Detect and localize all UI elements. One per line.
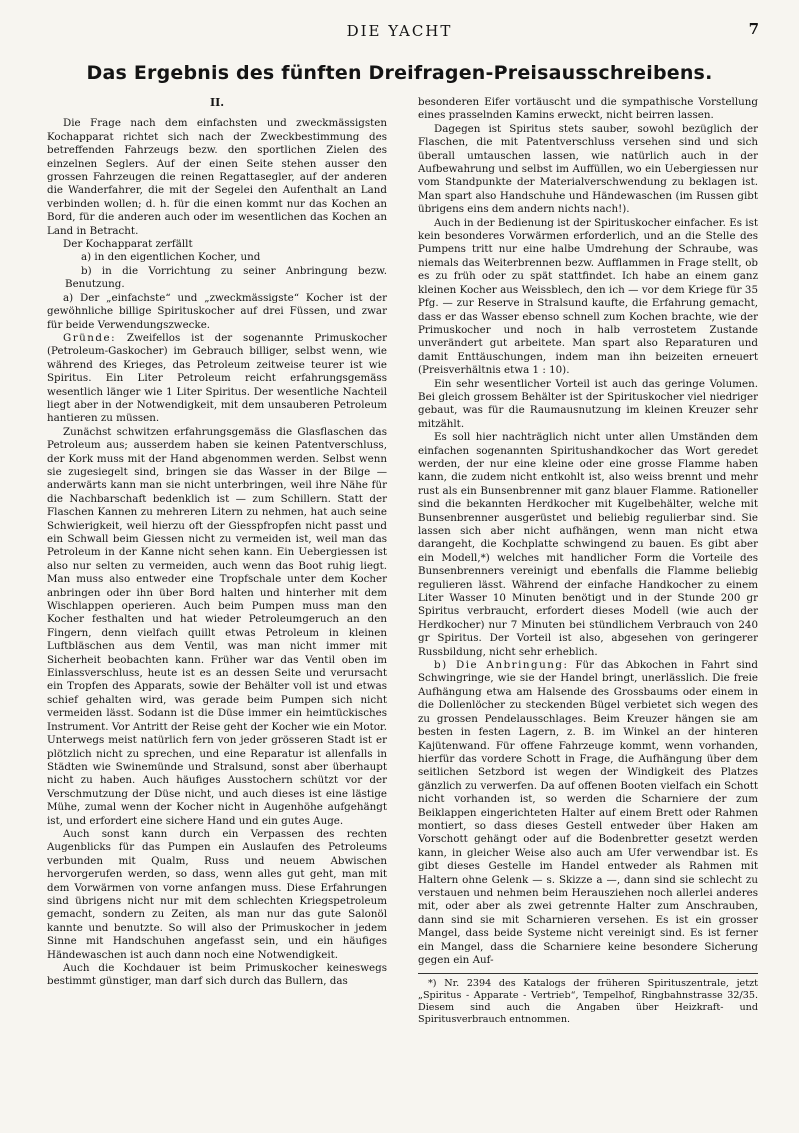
footnote [418, 973, 758, 1026]
paragraph: Dagegen ist Spiritus stets sauber, sowohl bezüglich der Flaschen, die mit Patentverschluss versehen sind und sich überall umtauschen lassen, wie natürlich auch in der Aufbewahrung und selbst im Auffüllen, wo ein Uebergiessen nur vom Standpunkte der Materialverschwendung zu beklagen ist. Man spart also Handschuhe und Händewaschen (im Russen gibt übrigens eins dem andern nichts nach!). [418, 122, 758, 216]
footnote-text: *) Nr. 2394 des Katalogs der früheren Spirituszentrale, jetzt „Spiritus - Apparate - Vertrieb“, Tempelhof, Ringbahnstrasse 32/35. Diesem sind auch die Angaben über Heizkraft- und Spiritusverbrauch entnommen. [418, 978, 758, 1026]
left-column [47, 96, 387, 1106]
paragraph: Ein sehr wesentlicher Vorteil ist auch das geringe Volumen. Bei gleich grossem Behälter ist der Spirituskocher viel niedriger gebaut, was für die Raumausnutzung im kleinen Kreuzer sehr mitzählt. [418, 377, 758, 430]
paragraph: Zunächst schwitzen erfahrungsgemäss die Glasflaschen das Petroleum aus; ausserdem haben sie keinen Patentverschluss, der Kork muss mit der Hand abgenommen werden. Selbst wenn sie zugesiegelt sind, bringen sie das Wasser in der Bilge — anderwärts kann man sie nicht unterbringen, weil ihre Nähe für die Nachbarschaft bedenklich ist — zum Schillern. Statt der Flaschen Kannen zu mehreren Litern zu nehmen, hat auch seine Schwierigkeit, weil hierzu oft der Giesspfropfen nicht passt und ein Schwall beim Giessen nicht zu vermeiden ist, weil man das Petroleum in der Kanne nicht sehen kann. Ein Uebergiessen ist also nur selten zu vermeiden, auch wenn das Boot ruhig liegt. Man muss also entweder eine Tropfschale unter dem Kocher anbringen oder ihn über Bord halten und hinterher mit dem Wischlappen operieren. Auch beim Pumpen muss man den Kocher festhalten und hat wieder Petroleumgeruch an den Fingern, denn vielfach quillt etwas Petroleum in kleinen Luftbläschen aus dem Ventil, was man nicht immer mit Sicherheit beobachten kann. Früher war das Ventil oben im Einlassverschluss, heute ist es an dessen Seite und verursacht ein Tropfen des Apparats, sowie der Behälter voll ist und etwas schief gehalten wird, was gerade beim Pumpen sich nicht vermeiden lässt. Sodann ist die Düse immer ein heimtückisches Instrument. Vor Antritt der Reise geht der Kocher wie ein Motor. Unterwegs meist natürlich fern von jeder grösseren Stadt ist er plötzlich nicht zu sprechen, und eine Reparatur ist allenfalls in Städten wie Swinemünde und Stralsund, sonst aber überhaupt nicht zu haben. Auch häufiges Ausstochern schützt vor der Verschmutzung der Düse nicht, und auch dieses ist eine lästige Mühe, zumal wenn der Kocher nicht in Augenhöhe aufgehängt ist, und erfordert eine sichere Hand und ein gutes Auge. [47, 425, 387, 827]
right-column [418, 96, 758, 1106]
page-header [0, 0, 799, 44]
paragraph-body: Für das Abkochen in Fahrt sind Schwingringe, wie sie der Handel bringt, unerlässlich. Die freie Aufhängung etwa am Halsende des Grossbaums oder einem in die Dollenlöcher zu steckenden Bügel verbietet sich wegen des zu grossen Pendelausschlages. Beim Kreuzer hängen sie am besten in festen Lagern, z. B. im Winkel an der hinteren Kajütenwand. Für offene Fahrzeuge kommt, wenn vorhanden, hierfür das vordere Schott in Frage, die Aufhängung über dem seitlichen Setzbord ist wegen der Windigkeit des Platzes gänzlich zu verwerfen. Da auf offenen Booten vielfach ein Schott nicht vorhanden ist, so werden die Scharniere der zum Beiklappen eingerichteten Halter auf einem Brett oder Rahmen montiert, so dass dieses Gestell entweder über Haken am Vorschott gehängt oder auf die Bodenbretter gesetzt werden kann, in gleicher Weise also auch am Ufer verwendbar ist. Es gibt dieses Gestelle im Handel entweder als Rahmen mit Haltern ohne Gelenk — s. Skizze a —, dann sind sie schlecht zu verstauen und nehmen beim Herausziehen noch allerlei anderes mit, oder aber als zwei getrennte Halter zum Anschrauben, dann sind sie mit Scharnieren versehen. Es ist ein grosser Mangel, dass beide Systeme nicht vereinigt sind. Es ist ferner ein Mangel, dass die Scharniere keine besondere Sicherung gegen ein Auf- [418, 659, 758, 966]
paragraph: Auch in der Bedienung ist der Spirituskocher einfacher. Es ist kein besonderes Vorwärmen erforderlich, und an die Stelle des Pumpens tritt nur eine halbe Umdrehung der Schraube, was niemals das Weiterbrennen bezw. Aufflammen in Frage stellt, ob es zu früh oder zu spät stattfindet. Ich habe an einem ganz kleinen Kocher aus Weissblech, den ich — vor dem Kriege für 35 Pfg. — zur Reserve in Stralsund kaufte, die Erfahrung gemacht, dass er das Wasser ebenso schnell zum Kochen brachte, wie der Primuskocher und noch in halb verrostetem Zustande unverändert gut arbeitete. Man spart also Reparaturen und damit Enttäuschungen, indem man ihn beizeiten erneuert (Preisverhältnis etwa 1 : 10). [418, 216, 758, 377]
paragraph: Es soll hier nachträglich nicht unter allen Umständen dem einfachen sogenannten Spiritushandkocher das Wort geredet werden, der nur eine kleine oder eine grosse Flamme haben kann, die zudem nicht entkohlt ist, also weiss brennt und mehr rust als ein Bunsenbrenner mit ganz blauer Flamme. Rationeller sind die bekannten Herdkocher mit Kugelbehälter, welche mit Bunsenbrenner ausgerüstet und beliebig regulierbar sind. Sie lassen sich aber nicht aufhängen, wenn man nicht etwa darangeht, die Kochplatte schwingend zu bauen. Es gibt aber ein Modell,*) welches mit handlicher Form die Vorteile des Bunsenbrenners vereinigt und ebenfalls die Flamme beliebig regulieren lässt. Während der einfache Handkocher zu einem Liter Wasser 10 Minuten benötigt und in der Stunde 200 gr Spiritus verbraucht, erfordert dieses Modell (wie auch der Herdkocher) nur 7 Minuten bei stündlichem Verbrauch von 240 gr Spiritus. Der Vorteil ist also, abgesehen von geringerer Russbildung, nicht sehr erheblich. [418, 431, 758, 658]
paragraph: Der Kochapparat zerfällt [63, 238, 193, 251]
paragraph: besonderen Eifer vortäuscht und die sympathische Vorstellung eines prasselnden Kamins erweckt, nicht beirren lassen. [418, 96, 758, 122]
page-number: 7 [748, 20, 759, 38]
list-item: a) in den eigentlichen Kocher, und [81, 251, 261, 264]
paragraph [47, 332, 387, 426]
paragraph-body: Zweifellos ist der sogenannte Primuskocher (Petroleum-Gaskocher) im Gebrauch billiger, selbst wenn, wie während des Krieges, das Petroleum zeitweise teurer ist wie Spiritus. Ein Liter Petroleum reicht erfahrungsgemäss wesentlich länger wie 1 Liter Spiritus. Der wesentliche Nachteil liegt aber in der Notwendigkeit, mit dem unsauberen Petroleum hantieren zu müssen. [47, 331, 387, 425]
section-number: II. [209, 96, 225, 109]
paragraph: Die Frage nach dem einfachsten und zweckmässigsten Kochapparat richtet sich nach der Zweckbestimmung des betreffenden Fahrzeugs bezw. den sportlichen Zielen des einzelnen Seglers. Auf der einen Seite stehen ausser den grossen Fahrzeugen die reinen Regattasegler, auf der anderen die Wanderfahrer, die mit der Segelei den Aufenthalt an Land verbinden wollen; d. h. für die einen kommt nur das Kochen an Bord, für die anderen auch oder im wesentlichen das Kochen an Land in Betracht. [47, 117, 387, 237]
paragraph [418, 659, 758, 967]
paragraph: Auch sonst kann durch ein Verpassen des rechten Augenblicks für das Pumpen ein Auslaufen des Petroleums verbunden mit Qualm, Russ und neuem Abwischen hervorgerufen werden, so dass, wenn alles gut geht, man mit dem Vorwärmen von vorne anfangen muss. Diese Erfahrungen sind übrigens nicht nur mit dem schlechten Kriegspetroleum gemacht, sondern zu Zeiten, als man nur das gute Salonöl kannte und benutzte. So will also der Primuskocher in jedem Sinne mit Handschuhen angefasst sein, und ein häufiges Händewaschen ist auch dann noch eine Notwendigkeit. [47, 827, 387, 961]
list-item: b) in die Vorrichtung zu seiner Anbringung bezw. Benutzung. [65, 264, 387, 291]
paragraph: a) Der „einfachste“ und „zweckmässigste“ Kocher ist der gewöhnliche billige Spirituskocher auf drei Füssen, und zwar für beide Verwendungszwecke. [47, 291, 387, 331]
running-header: DIE YACHT [346, 22, 453, 40]
paragraph-label: Gründe: [63, 331, 117, 344]
paragraph-label: b) Die Anbringung: [434, 659, 569, 672]
article-title: Das Ergebnis des fünften Dreifragen-Preisausschreibens. [86, 62, 713, 84]
paragraph: Auch die Kochdauer ist beim Primuskocher keineswegs bestimmt günstiger, man darf sich durch das Bullern, das [47, 962, 387, 988]
